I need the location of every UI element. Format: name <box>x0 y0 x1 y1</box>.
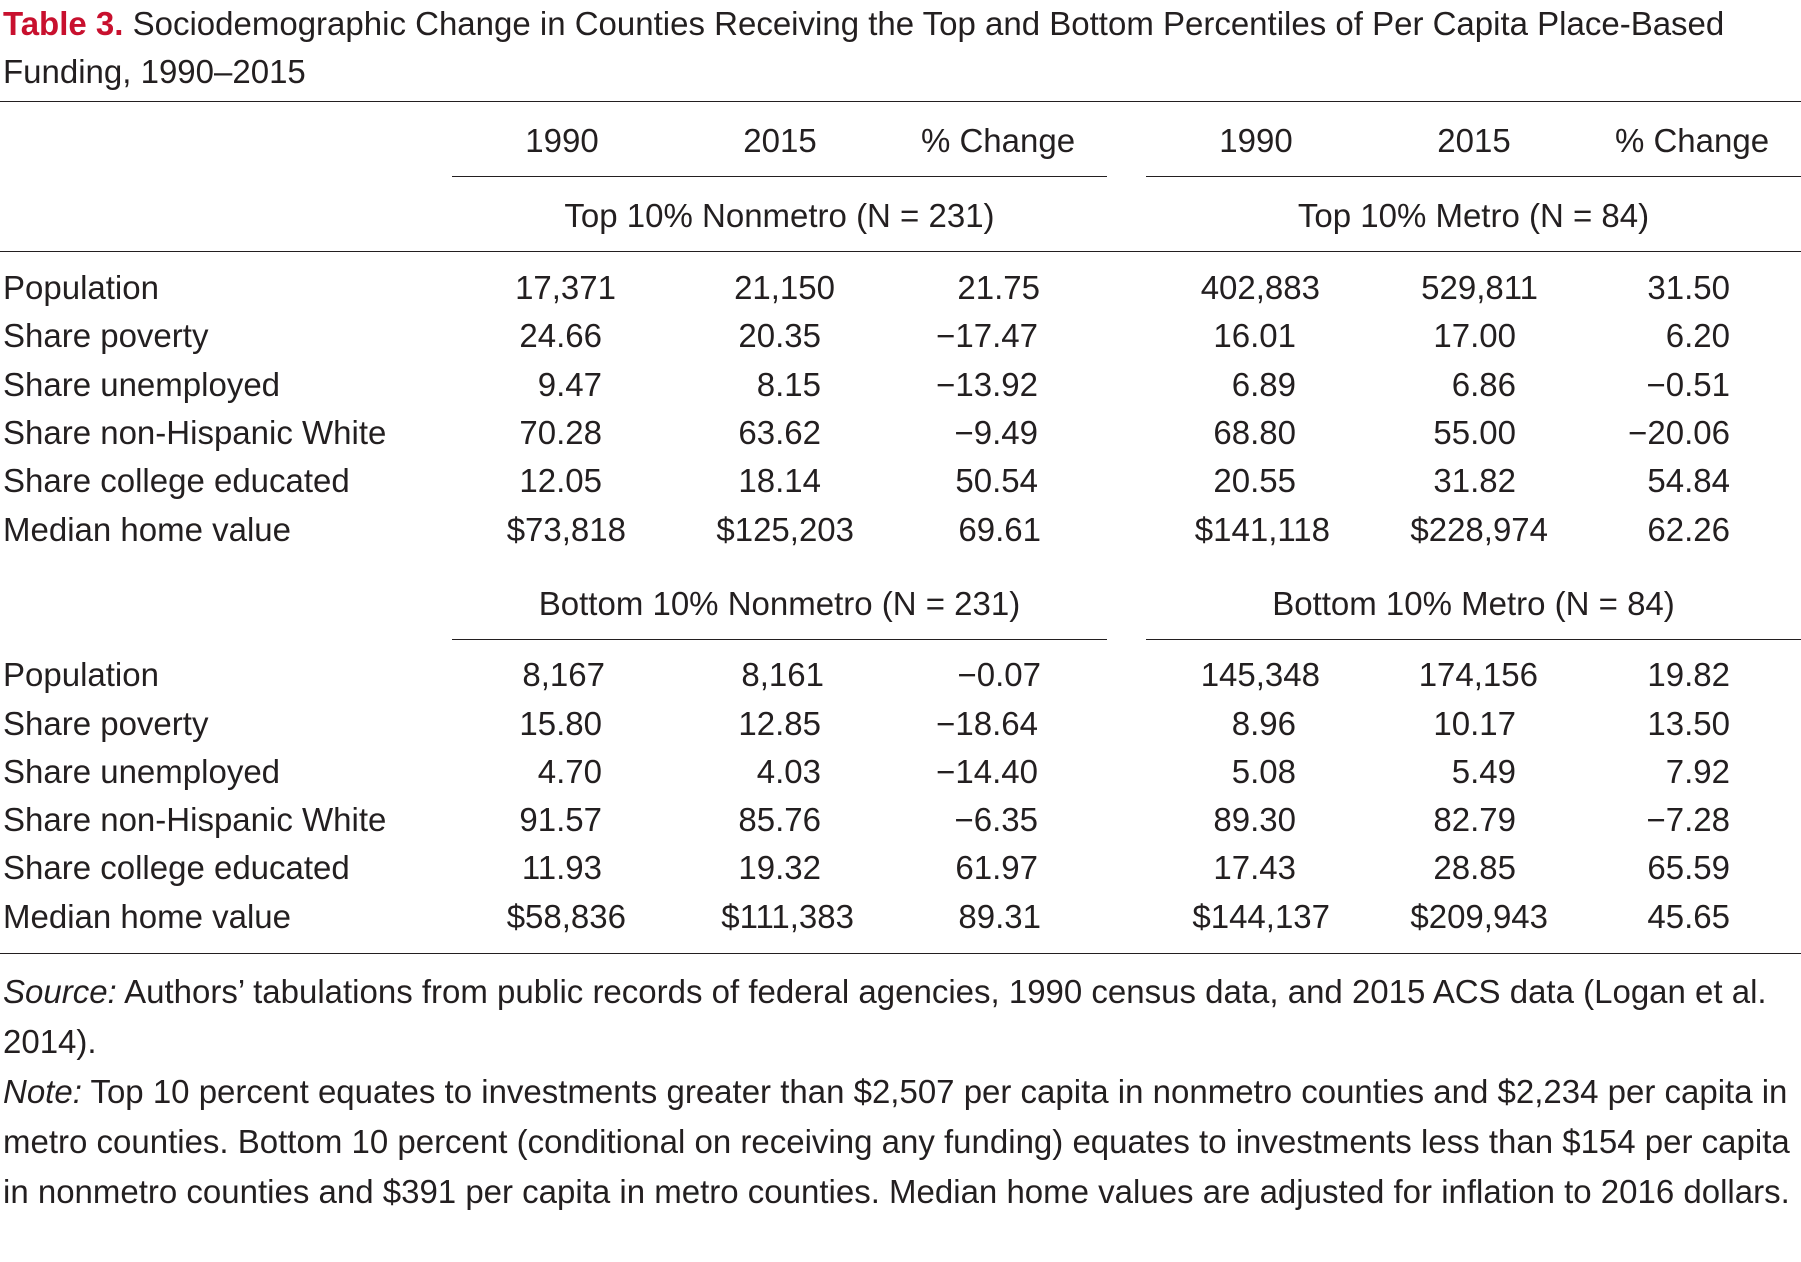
cell-2015-nonmetro: 18.14 <box>738 462 821 499</box>
cell-2015-nonmetro: 20.35 <box>738 317 821 354</box>
cell-1990-metro: 16.01 <box>1213 317 1296 354</box>
cell-change-nonmetro: 69.61 <box>958 511 1041 548</box>
cell-change-nonmetro: −13.92 <box>936 366 1038 403</box>
cell-change-metro: 6.20 <box>1665 317 1730 354</box>
cell-change-nonmetro: 61.97 <box>955 849 1038 886</box>
bottom-rule <box>0 953 1801 954</box>
source-text: Authors’ tabulations from public records of federal agencies, 1990 census data, and 2015 ACS data (Logan et al. 2014). <box>3 973 1767 1060</box>
panel-top-rule <box>0 251 1801 252</box>
header-1990-left: 1990 <box>525 122 599 159</box>
cell-2015-nonmetro: 4.03 <box>756 753 821 790</box>
cell-1990-metro: 20.55 <box>1213 462 1296 499</box>
header-2015-right: 2015 <box>1437 122 1511 159</box>
cell-1990-nonmetro: 17,371 <box>515 269 616 306</box>
cell-1990-nonmetro: 9.47 <box>537 366 602 403</box>
cell-2015-metro: 31.82 <box>1433 462 1516 499</box>
panel-bottom-metro-title: Bottom 10% Metro (N = 84) <box>1272 585 1675 622</box>
cell-1990-nonmetro: $58,836 <box>506 898 626 935</box>
cell-1990-metro: 5.08 <box>1231 753 1296 790</box>
cell-change-nonmetro: −6.35 <box>954 801 1038 838</box>
note-label: Note: <box>3 1073 82 1110</box>
cell-change-nonmetro: −14.40 <box>936 753 1038 790</box>
header-subrule-left <box>452 176 1107 177</box>
cell-1990-nonmetro: $73,818 <box>506 511 626 548</box>
cell-change-nonmetro: 50.54 <box>955 462 1038 499</box>
cell-2015-metro: 5.49 <box>1451 753 1516 790</box>
cell-1990-nonmetro: 15.80 <box>519 705 602 742</box>
panel-top-nonmetro-title: Top 10% Nonmetro (N = 231) <box>564 197 995 234</box>
top-rule <box>0 101 1801 102</box>
cell-change-nonmetro: 21.75 <box>957 269 1040 306</box>
table-label: Table 3. <box>3 5 124 42</box>
row-label: Population <box>3 269 159 306</box>
row-label: Share non-Hispanic White <box>3 801 387 838</box>
header-2015-left: 2015 <box>743 122 817 159</box>
row-label: Population <box>3 656 159 693</box>
header-1990-right: 1990 <box>1219 122 1293 159</box>
row-label: Median home value <box>3 511 292 548</box>
cell-1990-nonmetro: 4.70 <box>537 753 602 790</box>
cell-1990-metro: 68.80 <box>1213 414 1296 451</box>
cell-change-nonmetro: −18.64 <box>936 705 1038 742</box>
cell-1990-metro: 8.96 <box>1231 705 1296 742</box>
cell-1990-metro: 6.89 <box>1231 366 1296 403</box>
panel-bottom-nonmetro-title: Bottom 10% Nonmetro (N = 231) <box>538 585 1021 622</box>
cell-2015-metro: 17.00 <box>1433 317 1516 354</box>
header-change-left: % Change <box>920 122 1076 159</box>
cell-change-metro: 7.92 <box>1665 753 1730 790</box>
panel-top-metro-title: Top 10% Metro (N = 84) <box>1297 197 1650 234</box>
cell-change-metro: 19.82 <box>1647 656 1730 693</box>
cell-1990-metro: $141,118 <box>1194 511 1330 548</box>
panel-bottom-subrule-right <box>1146 639 1801 640</box>
row-label: Share unemployed <box>3 753 281 790</box>
cell-2015-nonmetro: 21,150 <box>734 269 835 306</box>
cell-1990-metro: 17.43 <box>1213 849 1296 886</box>
header-subrule-right <box>1146 176 1801 177</box>
cell-2015-nonmetro: 12.85 <box>738 705 821 742</box>
cell-2015-nonmetro: $125,203 <box>716 511 854 548</box>
cell-change-metro: −20.06 <box>1628 414 1730 451</box>
cell-change-metro: 13.50 <box>1647 705 1730 742</box>
cell-2015-metro: $209,943 <box>1410 898 1548 935</box>
cell-1990-nonmetro: 70.28 <box>519 414 602 451</box>
cell-change-metro: −0.51 <box>1646 366 1730 403</box>
row-label: Share poverty <box>3 317 209 354</box>
row-label: Share non-Hispanic White <box>3 414 387 451</box>
cell-1990-nonmetro: 12.05 <box>519 462 602 499</box>
cell-change-nonmetro: 89.31 <box>958 898 1041 935</box>
panel-bottom-subrule-left <box>452 639 1107 640</box>
cell-1990-nonmetro: 8,167 <box>522 656 605 693</box>
cell-1990-metro: $144,137 <box>1192 898 1330 935</box>
row-label: Share college educated <box>3 462 350 499</box>
cell-2015-metro: 10.17 <box>1433 705 1516 742</box>
row-label: Share unemployed <box>3 366 281 403</box>
cell-2015-nonmetro: 8.15 <box>756 366 821 403</box>
cell-2015-metro: 6.86 <box>1451 366 1516 403</box>
cell-2015-nonmetro: $111,383 <box>721 898 854 935</box>
cell-2015-nonmetro: 19.32 <box>738 849 821 886</box>
cell-2015-metro: 28.85 <box>1433 849 1516 886</box>
cell-2015-nonmetro: 85.76 <box>738 801 821 838</box>
cell-1990-nonmetro: 24.66 <box>519 317 602 354</box>
cell-change-nonmetro: −0.07 <box>957 656 1041 693</box>
cell-2015-nonmetro: 8,161 <box>741 656 824 693</box>
cell-1990-metro: 89.30 <box>1213 801 1296 838</box>
row-label: Share college educated <box>3 849 350 886</box>
cell-1990-metro: 145,348 <box>1200 656 1320 693</box>
header-change-right: % Change <box>1614 122 1770 159</box>
cell-2015-metro: 55.00 <box>1433 414 1516 451</box>
table-caption <box>3 0 1793 96</box>
cell-1990-metro: 402,883 <box>1200 269 1320 306</box>
cell-change-metro: 54.84 <box>1647 462 1730 499</box>
cell-change-metro: −7.28 <box>1646 801 1730 838</box>
cell-change-metro: 31.50 <box>1647 269 1730 306</box>
cell-change-nonmetro: −17.47 <box>936 317 1038 354</box>
cell-change-nonmetro: −9.49 <box>954 414 1038 451</box>
cell-2015-metro: 529,811 <box>1421 269 1538 306</box>
note-text: Top 10 percent equates to investments greater than $2,507 per capita in nonmetro counties and $2,234 per capita in metro counties. Bottom 10 percent (conditional on receiving any funding) equates to investments less than $154 per capita in nonmetro counties and $391 per capita in metro counties. Median home values are adjusted for inflation to 2016 dollars. <box>3 1073 1790 1210</box>
cell-1990-nonmetro: 91.57 <box>519 801 602 838</box>
table-title: Sociodemographic Change in Counties Receiving the Top and Bottom Percentiles of Per Capita Place-Based Funding, 1990–2015 <box>3 5 1725 90</box>
general-note <box>3 1067 1798 1217</box>
cell-change-metro: 45.65 <box>1647 898 1730 935</box>
cell-1990-nonmetro: 11.93 <box>521 849 602 886</box>
cell-2015-nonmetro: 63.62 <box>738 414 821 451</box>
source-note <box>3 967 1798 1067</box>
row-label: Median home value <box>3 898 292 935</box>
cell-2015-metro: $228,974 <box>1410 511 1548 548</box>
cell-change-metro: 65.59 <box>1647 849 1730 886</box>
cell-2015-metro: 82.79 <box>1433 801 1516 838</box>
cell-change-metro: 62.26 <box>1647 511 1730 548</box>
row-label: Share poverty <box>3 705 209 742</box>
source-label: Source: <box>3 973 117 1010</box>
table-notes <box>3 967 1798 1217</box>
cell-2015-metro: 174,156 <box>1418 656 1538 693</box>
